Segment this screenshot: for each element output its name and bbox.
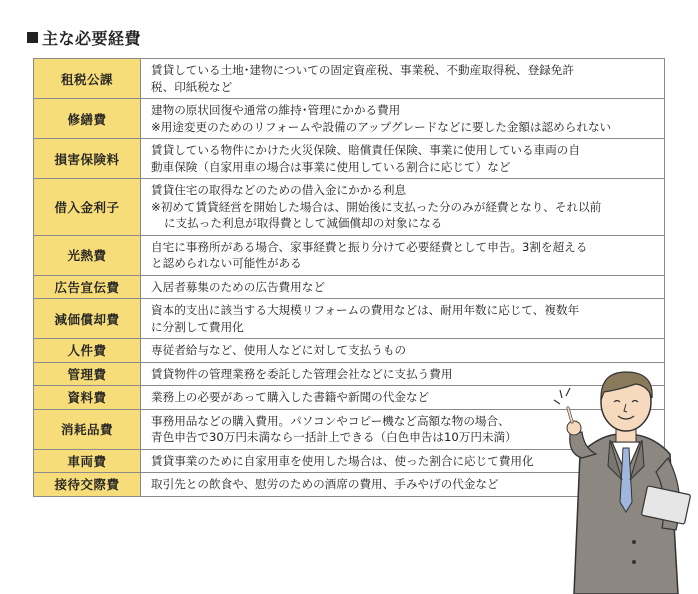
description-line: 賃貸住宅の取得などのための借入金にかかる利息 bbox=[151, 183, 407, 197]
description-line: 賃貸事業のために自家用車を使用した場合は、使った割合に応じて費用化 bbox=[151, 453, 534, 468]
description-line: 自宅に事務所がある場合、家事経費と振り分けて必要経費として申告。3割を超える bbox=[151, 239, 588, 254]
table-row bbox=[34, 179, 665, 236]
description-line: 建物の原状回復や通常の維持･管理にかかる費用 bbox=[151, 103, 401, 117]
table-row bbox=[34, 139, 665, 179]
expense-category: 接待交際費 bbox=[34, 473, 141, 497]
expense-category: 借入金利子 bbox=[34, 179, 141, 236]
expense-category: 広告宣伝費 bbox=[34, 275, 141, 299]
expense-category: 管理費 bbox=[34, 362, 141, 386]
expense-category: 車両費 bbox=[34, 449, 141, 473]
description-line: 取引先との飲食や、慰労のための酒席の費用、手みやげの代金など bbox=[151, 477, 499, 491]
page-title bbox=[27, 26, 141, 49]
expense-category: 損害保険料 bbox=[34, 139, 141, 179]
expense-description bbox=[141, 59, 665, 99]
description-line: 入居者募集のための広告費用など bbox=[151, 279, 325, 294]
expense-category: 資料費 bbox=[34, 386, 141, 410]
description-line: に分割して費用化 bbox=[151, 319, 244, 334]
table-row bbox=[34, 299, 665, 339]
title-square-icon bbox=[27, 32, 38, 43]
description-line: 税、印紙税など bbox=[151, 79, 233, 94]
table-row bbox=[34, 235, 665, 275]
description-line: に支払った利息が取得費として減価償却の対象になる bbox=[164, 216, 443, 230]
table-row bbox=[34, 275, 665, 299]
table-row bbox=[34, 59, 665, 99]
expense-description bbox=[141, 99, 665, 139]
table-row bbox=[34, 99, 665, 139]
expense-description bbox=[141, 275, 665, 299]
description-line: ※用途変更のためのリフォームや設備のアップグレードなどに要した金額は認められない bbox=[151, 119, 612, 134]
description-line: 賃貸物件の管理業務を委託した管理会社などに支払う費用 bbox=[151, 366, 453, 381]
table-row bbox=[34, 339, 665, 363]
description-line: と認められない可能性がある bbox=[151, 256, 302, 270]
expense-category: 人件費 bbox=[34, 339, 141, 363]
description-line: 動車保険（自家用車の場合は事業に使用している割合に応じて）など bbox=[151, 159, 511, 174]
expense-description bbox=[141, 235, 665, 275]
expense-category: 消耗品費 bbox=[34, 409, 141, 449]
description-line: 賃貸している土地･建物についての固定資産税、事業税、不動産取得税、登録免許 bbox=[151, 63, 574, 77]
description-line: 賃貸している物件にかけた火災保険、賠償責任保険、事業に使用している車両の自 bbox=[151, 143, 580, 157]
description-line: 専従者給与など、使用人などに対して支払うもの bbox=[151, 343, 407, 357]
expense-category: 租税公課 bbox=[34, 59, 141, 99]
expense-category: 減価償却費 bbox=[34, 299, 141, 339]
businessman-pointing-illustration bbox=[552, 362, 698, 594]
description-line: ※初めて賃貸経営を開始した場合は、開始後に支払った分のみが経費となり、それ以前 bbox=[151, 199, 602, 214]
expense-category: 修繕費 bbox=[34, 99, 141, 139]
expense-description bbox=[141, 139, 665, 179]
description-line: 資本的支出に該当する大規模リフォームの費用などは、耐用年数に応じて、複数年 bbox=[151, 303, 580, 317]
expense-description bbox=[141, 339, 665, 363]
expense-description bbox=[141, 299, 665, 339]
title-text: 主な必要経費 bbox=[42, 29, 142, 48]
expense-description bbox=[141, 179, 665, 236]
description-line: 業務上の必要があって購入した書籍や新聞の代金など bbox=[151, 390, 430, 404]
description-line: 事務用品などの購入費用。パソコンやコピー機など高額な物の場合、 bbox=[151, 413, 510, 428]
description-line: 青色申告で30万円未満なら一括計上できる（白色申告は10万円未満） bbox=[151, 430, 517, 444]
expense-category: 光熱費 bbox=[34, 235, 141, 275]
